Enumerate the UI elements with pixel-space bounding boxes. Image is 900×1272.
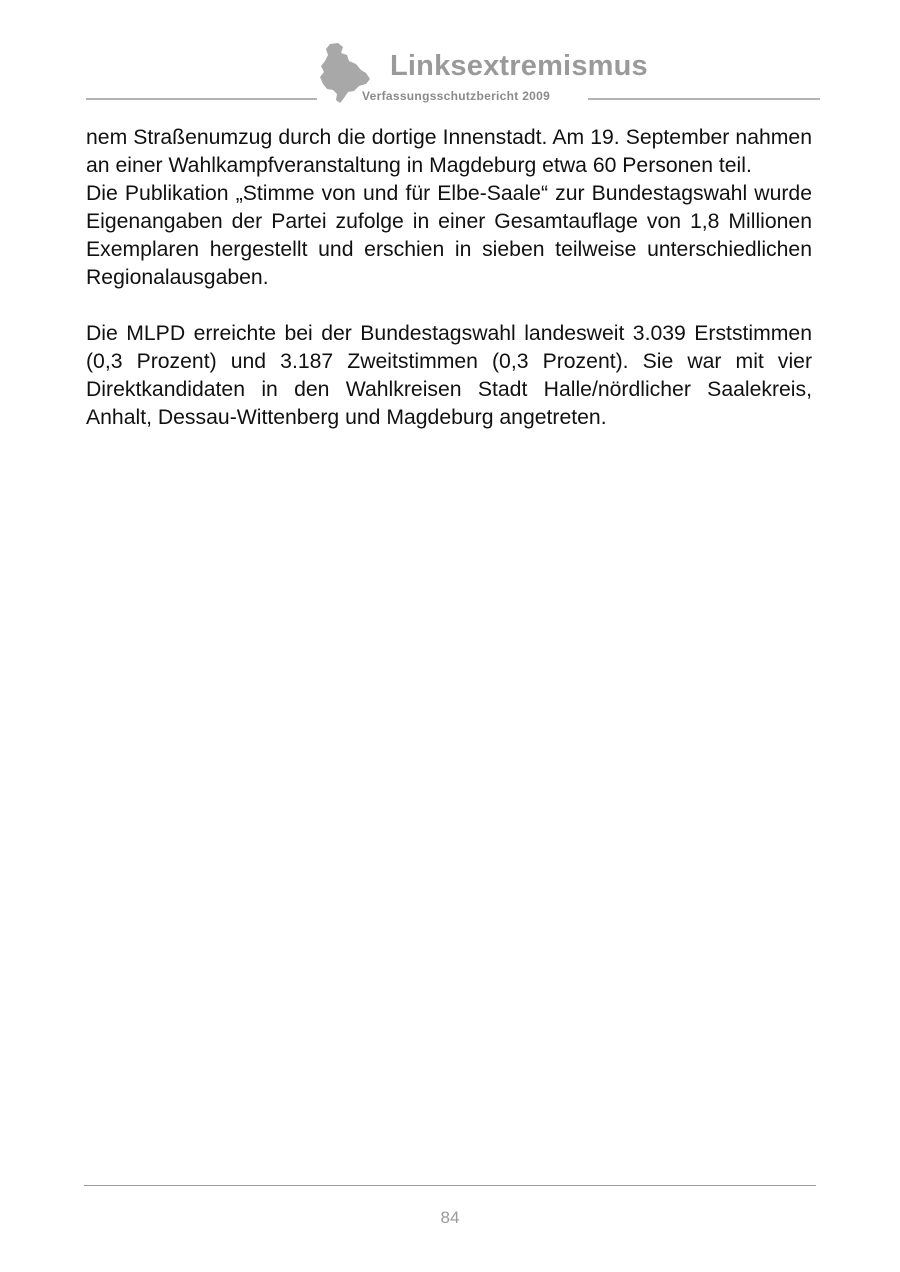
- header-title: Linksextremismus: [390, 50, 648, 82]
- paragraph: nem Straßenumzug durch die dortige Innenstadt. Am 19. September nahmen an einer Wahlkampfveranstaltung in Magdeburg etwa 60 Personen teil.: [86, 126, 812, 177]
- paragraph: Die Publikation „Stimme von und für Elbe-Saale“ zur Bundestagswahl wurde Eigenangaben der Partei zufolge in einer Gesamtauflage von 1,8 Millionen Exemplaren hergestellt und erschien in sieben teilweise unterschiedlichen Regionalausgaben.: [86, 182, 812, 289]
- header-subtitle: Verfassungsschutzbericht 2009: [362, 89, 551, 103]
- body-text: [86, 124, 812, 432]
- page-number: 84: [440, 1208, 460, 1227]
- footer-rule: [84, 1185, 816, 1186]
- paragraph: Die MLPD erreichte bei der Bundestagswahl landesweit 3.039 Erststimmen (0,3 Prozent) und 3.187 Zweitstimmen (0,3 Prozent). Sie war mit vier Direktkandidaten in den Wahlkreisen Stadt Halle/nördlicher Saalekreis, Anhalt, Dessau-Wittenberg und Magdeburg angetreten.: [86, 322, 812, 429]
- paragraph-spacer: [86, 292, 812, 320]
- page-header: [0, 0, 900, 110]
- header-rule-right: [588, 98, 820, 100]
- header-rule-left: [86, 98, 317, 100]
